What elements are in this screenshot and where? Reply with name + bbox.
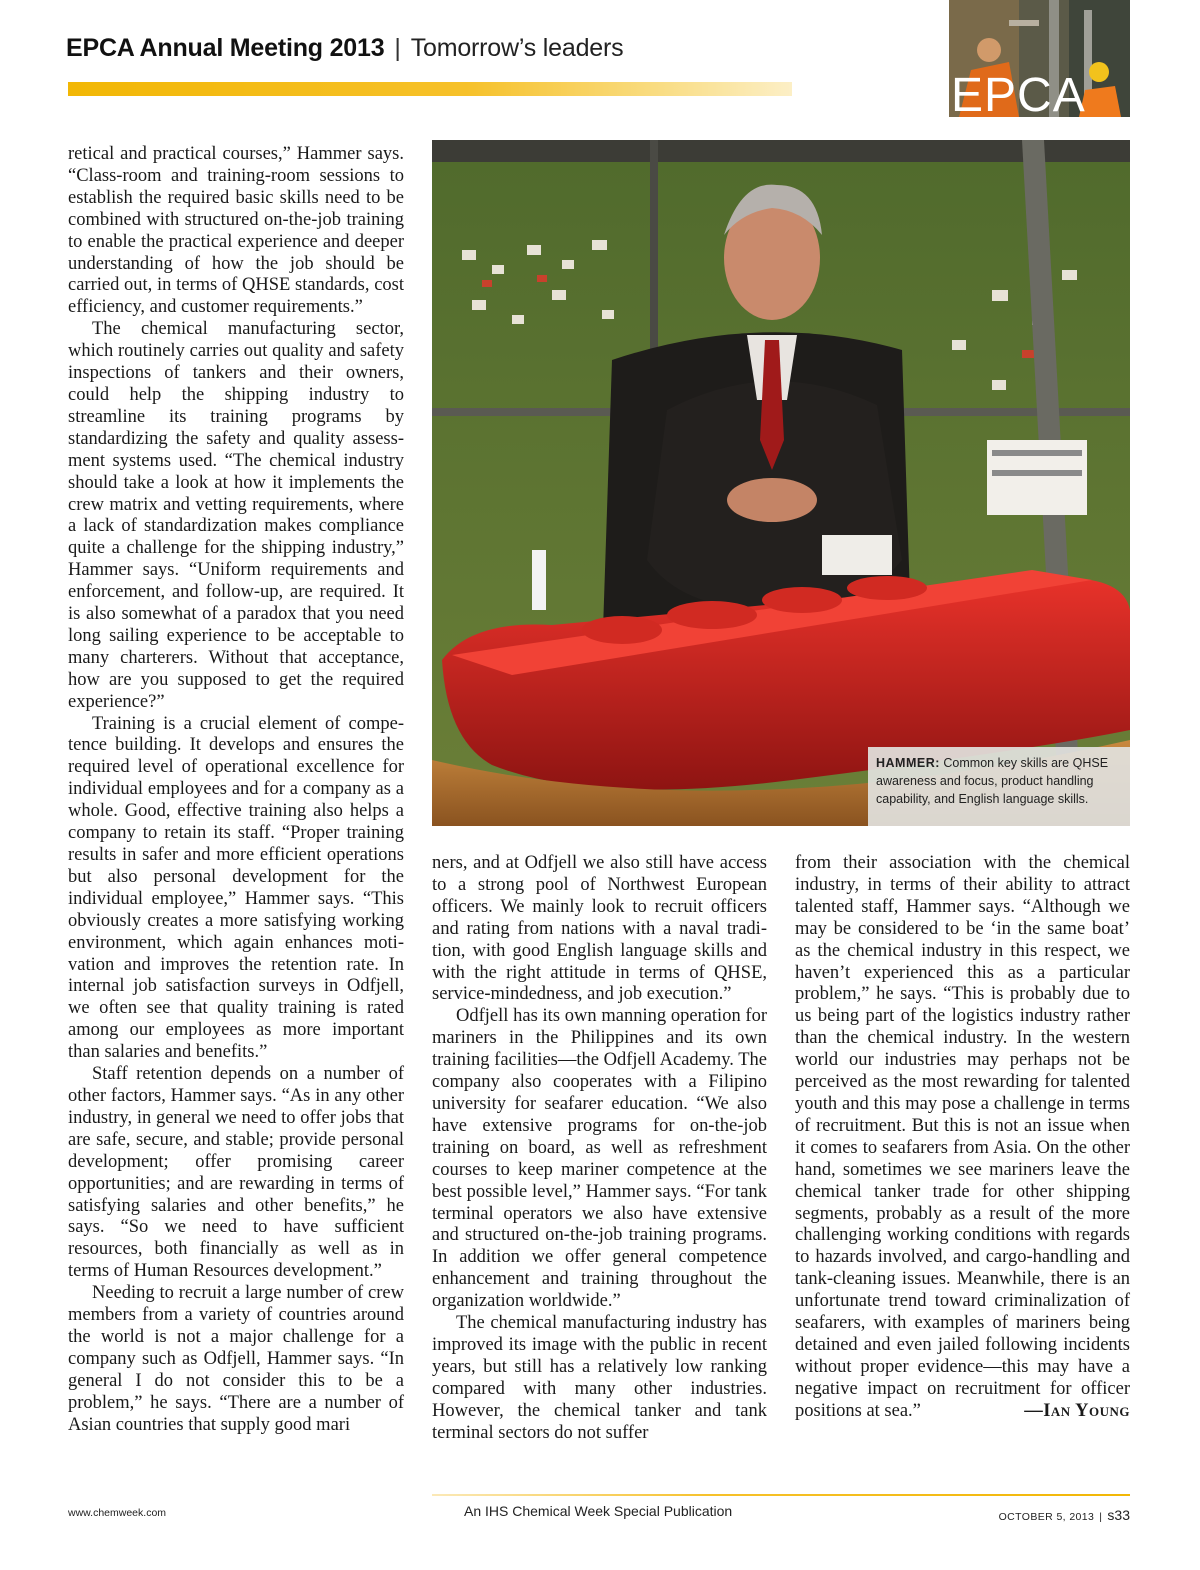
running-header [66,34,623,63]
feature-photo [432,140,1130,826]
section-badge-photo [949,0,1130,117]
article-column-3 [795,853,1130,1423]
header-title: EPCA Annual Meeting 2013 [66,34,385,62]
hammer-with-tanker-model-image [432,140,1130,826]
paragraph: The chemical manufacturing industry has improved its image with the public in recent years, but still has a relatively low ranking compared with many other industries. However, the chemical tanker and tank terminal sectors do not suffer [432,1313,767,1443]
paragraph: retical and practical courses,” Hammer says. “Class-room and training-room sessions to establish the required basic skills need to be combined with structured on-the-job training to enable the practical experience and deeper understanding of how the job should be carried out, in terms of QHSE standards, cost efficiency, and customer requirements.” [68,144,404,318]
footer-website: www.chemweek.com [68,1507,167,1519]
paragraph: Staff retention depends on a number of other factors, Hammer says. “As in any other industry, in general we need to offer jobs that are safe, secure, and stable; provide personal development; offer promising career opportunities; and are rewarding in terms of satisfying salaries and other benefits,” he says. “So we need to have sufficient resources, both financially as well as in terms of Human Resources development.” [68,1064,404,1282]
caption-lead: HAMMER: [876,756,940,770]
paragraph: Needing to recruit a large number of crew members from a variety of countries around the world is not a major challenge for a company such as Odfjell, Hammer says. “In general I do not consider this to be a problem,” he says. “There are a number of Asian countries that supply good mari [68,1283,404,1435]
paragraph: The chemical manufacturing sector, which routinely carries out quality and safety inspections of tankers and their owners, could help the shipping industry to streamline its training programs by standardizing the safety and quality assessment systems used. “The chemical industry should take a look at how it implements the crew matrix and vetting requirements, where a lack of standardization makes compliance quite a challenge for the shipping industry,” Hammer says. “Uniform requirements and enforcement, and follow-up, are required. It is also somewhat of a paradox that you need long sailing experience to be acceptable to many charterers. Without that acceptance, how are you supposed to get the required experience?” [68,319,404,712]
article-column-2 [432,853,767,1444]
footer-separator: | [1099,1511,1103,1523]
paragraph: Odfjell has its own manning operation for mariners in the Philippines and its own training facilities—the Odfjell Academy. The company also cooperates with a Filipino university for seafarer education. “We also have extensive programs for on-the-job training on board, as well as refreshment courses to keep mariner competence at the best possible level,” Hammer says. “For tank terminal operators we also have extensive and structured on-the-job training programs. In addition we offer general competence enhancement and training throughout the organization worldwide.” [432,1006,767,1312]
paragraph: ners, and at Odfjell we also still have access to a strong pool of Northwest European officers. We mainly look to recruit officers and rating from nations with a naval tradition, with good English language skills and with the right attitude in terms of QHSE, service-mindedness, and job execution.” [432,853,767,1005]
paragraph [795,853,1130,1423]
footer-rule [432,1494,1130,1496]
footer-date: OCTOBER 5, 2013 [998,1511,1095,1523]
paragraph-text: from their association with the chemical industry, in terms of their ability to attract talented staff, Hammer says. “Although we may be considered to be ‘in the same boat’ as the chemical industry in this respect, we haven’t experienced this as a particular problem,” he says. “This is probably due to us being part of the logistics industry rather than the chemical industry. In the western world our industries may perhaps not be perceived as the most rewarding for talented youth and this may pose a challenge in terms of recruitment. But this is not an issue when it comes to seafarers from Asia. On the other hand, sometimes we see mariners leave the chemical tanker trade for other shipping segments, probably as a result of the more challenging working conditions with regards to hazards involved, and cargo-handling and tank-cleaning issues. Meanwhile, there is an unfortunate trend toward criminalization of seafarers, with examples of mariners being detained and even jailed following incidents without proper evidence—this may have a negative impact on recruitment for officer positions at sea.” [795,853,1130,1421]
byline: —Ian Young [1024,1400,1130,1421]
footer-publication: An IHS Chemical Week Special Publication [464,1503,733,1519]
header-separator: | [394,34,401,62]
footer-folio [999,1507,1130,1523]
header-accent-bar [68,82,792,96]
photo-caption [868,747,1130,826]
page-number: s33 [1107,1507,1130,1523]
article-column-1 [68,144,404,1436]
badge-label: EPCA [951,69,1086,117]
paragraph: Training is a crucial element of competence building. It develops and ensures the required level of operational excellence for individual employees and for a company as a whole. Good, effective training also helps a company to retain its staff. “Proper training results in safer and more efficient operations but also personal development for the individual employee,” Hammer says. “This obviously creates a more satisfying working environment, which again enhances motivation and improves the retention rate. In internal job satisfaction surveys in Odfjell, we often see that quality training is rated among our employees as more important than salaries and benefits.” [68,713,404,1063]
header-subtitle: Tomorrow’s leaders [410,34,624,62]
caption-text: Common key skills are QHSE awareness and focus, product handling capability, and English language skills. [876,756,1109,806]
